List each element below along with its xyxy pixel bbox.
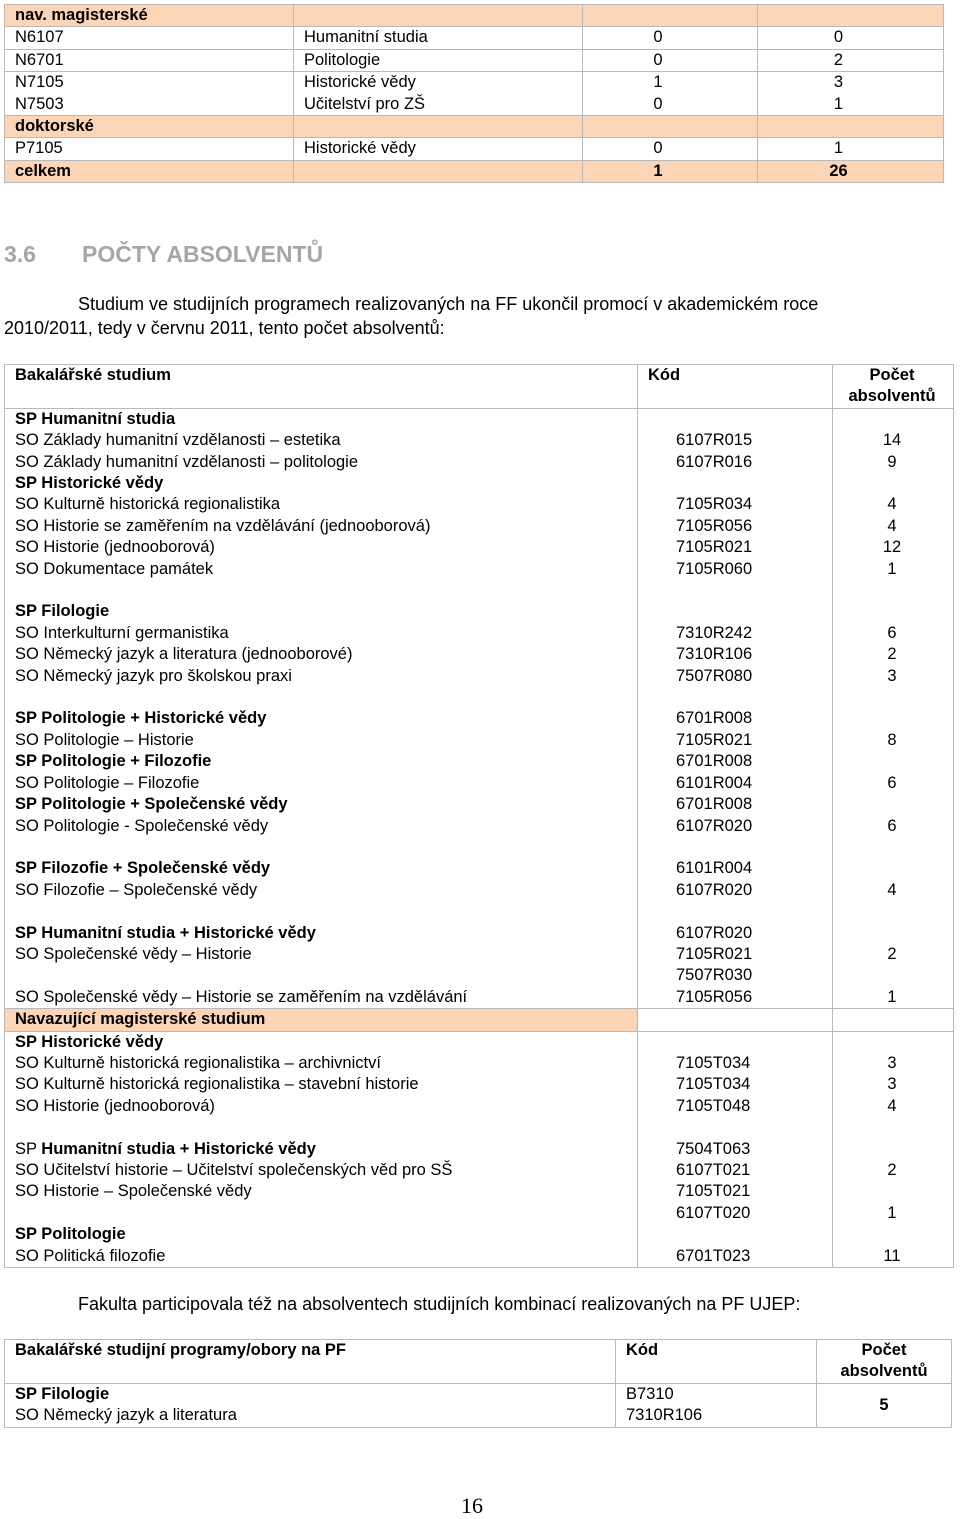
graduate-count: 11 bbox=[883, 1246, 901, 1265]
program-code: 6701R008 bbox=[638, 794, 833, 815]
summary-value-a bbox=[583, 116, 758, 138]
graduate-count bbox=[833, 1181, 954, 1202]
summary-program bbox=[294, 138, 583, 160]
program-name: SP Filologie bbox=[5, 601, 638, 622]
pf-header-code: Kód bbox=[616, 1340, 817, 1384]
summary-code bbox=[5, 27, 294, 49]
pf-header-row bbox=[5, 1340, 952, 1384]
summary-value-a-text: 0 bbox=[653, 139, 663, 158]
program-name: SO Kulturně historická regionalistika – archivnictví bbox=[5, 1053, 638, 1074]
summary-value-b bbox=[758, 116, 944, 138]
program-row bbox=[5, 1031, 954, 1053]
graduate-count bbox=[833, 580, 954, 601]
summary-value-b-text: 26 bbox=[829, 161, 848, 180]
program-name: SO Politická filozofie bbox=[5, 1246, 638, 1268]
pf-row bbox=[5, 1383, 952, 1427]
pf-field-name: SO Německý jazyk a literatura bbox=[15, 1406, 237, 1425]
graduate-count: 8 bbox=[887, 730, 897, 749]
summary-section-row bbox=[5, 116, 944, 138]
graduate-count bbox=[833, 408, 954, 430]
program-name: SO Historie – Společenské vědy bbox=[5, 1181, 638, 1202]
summary-code-text: N7105 bbox=[15, 73, 64, 92]
program-code bbox=[638, 837, 833, 858]
program-row bbox=[5, 708, 954, 729]
summary-value-b bbox=[758, 5, 944, 27]
graduate-count bbox=[833, 923, 954, 944]
program-code: 7105T021 bbox=[638, 1181, 833, 1202]
program-name bbox=[5, 901, 638, 922]
program-code bbox=[638, 580, 833, 601]
table-row bbox=[5, 816, 954, 837]
pf-header-count-line-1: Počet bbox=[861, 1341, 907, 1359]
program-code bbox=[638, 601, 833, 622]
program-name: SO Základy humanitní vzdělanosti – politologie bbox=[5, 452, 638, 473]
pf-header-count-line-2: absolventů bbox=[840, 1362, 928, 1381]
summary-section-row bbox=[5, 160, 944, 182]
summary-value-a bbox=[583, 5, 758, 27]
program-code: 6101R004 bbox=[638, 858, 833, 879]
section-title: POČTY ABSOLVENTŮ bbox=[82, 241, 324, 267]
graduate-count: 2 bbox=[887, 645, 897, 664]
graduate-count: 6 bbox=[887, 773, 897, 792]
page-number: 16 bbox=[461, 1493, 483, 1518]
program-name: SO Interkulturní germanistika bbox=[5, 623, 638, 644]
summary-value-a-text: 0 bbox=[653, 28, 663, 47]
pf-header-count bbox=[817, 1340, 952, 1384]
table-row bbox=[5, 644, 954, 665]
program-name bbox=[5, 1203, 638, 1224]
graduate-count bbox=[833, 837, 954, 858]
table-row bbox=[5, 623, 954, 644]
section-row bbox=[5, 1009, 954, 1031]
summary-section-row bbox=[5, 5, 944, 27]
summary-value-a bbox=[583, 27, 758, 49]
table-row bbox=[5, 944, 954, 965]
graduate-count: 3 bbox=[887, 1075, 897, 1094]
program-code bbox=[638, 408, 833, 430]
graduate-count bbox=[833, 858, 954, 879]
summary-program bbox=[294, 5, 583, 27]
graduate-count: 12 bbox=[882, 538, 902, 557]
summary-value-a-text: 1 bbox=[653, 161, 663, 180]
header-count bbox=[833, 365, 954, 409]
program-name: SO Základy humanitní vzdělanosti – estetika bbox=[5, 430, 638, 451]
summary-value-b-text: 1 bbox=[833, 94, 844, 113]
graduate-count bbox=[833, 1139, 954, 1160]
table-row bbox=[5, 537, 954, 558]
summary-value-a bbox=[583, 160, 758, 182]
table-row bbox=[5, 494, 954, 515]
program-code: 7105R034 bbox=[638, 494, 833, 515]
program-code bbox=[638, 1031, 833, 1053]
program-name: SO Politologie - Společenské vědy bbox=[5, 816, 638, 837]
program-name: SP Humanitní studia + Historické vědy bbox=[5, 1139, 638, 1160]
program-code: 6701R008 bbox=[638, 708, 833, 729]
summary-code bbox=[5, 49, 294, 71]
graduate-count bbox=[833, 901, 954, 922]
program-code: 7310R242 bbox=[638, 623, 833, 644]
summary-program-text: Humanitní studia bbox=[304, 28, 428, 47]
summary-value-a-text: 1 bbox=[653, 73, 663, 92]
graduate-count bbox=[833, 965, 954, 986]
graduate-count: 4 bbox=[887, 880, 897, 899]
summary-program bbox=[294, 116, 583, 138]
graduate-count bbox=[833, 1031, 954, 1053]
graduate-count: 1 bbox=[887, 559, 897, 578]
table-row bbox=[5, 666, 954, 687]
header-code: Kód bbox=[638, 365, 833, 409]
summary-program-text: Historické vědy bbox=[304, 73, 416, 92]
graduate-count: 4 bbox=[887, 1096, 897, 1115]
pf-program-code: B7310 bbox=[626, 1384, 674, 1403]
table-row bbox=[5, 1053, 954, 1074]
summary-code bbox=[5, 5, 294, 27]
summary-program bbox=[294, 27, 583, 49]
graduate-count bbox=[833, 751, 954, 772]
graduate-count bbox=[833, 1009, 954, 1031]
table-row bbox=[5, 773, 954, 794]
program-name: SO Filozofie – Společenské vědy bbox=[5, 880, 638, 901]
summary-value-b bbox=[758, 160, 944, 182]
program-code: 6101R004 bbox=[638, 773, 833, 794]
graduate-count bbox=[833, 708, 954, 729]
program-code bbox=[638, 1117, 833, 1138]
program-name: SO Učitelství historie – Učitelství společenských věd pro SŠ bbox=[5, 1160, 638, 1181]
program-code: 7105T034 bbox=[638, 1053, 833, 1074]
header-count-line-1: Počet bbox=[869, 366, 915, 384]
summary-program-text: Historické vědy bbox=[304, 139, 416, 158]
program-name: SO Kulturně historická regionalistika bbox=[5, 494, 638, 515]
program-name: SP Politologie + Společenské vědy bbox=[5, 794, 638, 815]
program-name bbox=[5, 1117, 638, 1138]
program-name: SO Historie (jednooborová) bbox=[5, 537, 638, 558]
summary-row bbox=[5, 72, 944, 116]
graduate-count: 3 bbox=[887, 666, 897, 685]
program-name: SP Historické vědy bbox=[5, 473, 638, 494]
table-row bbox=[5, 1074, 954, 1095]
intro-line-2: 2010/2011, tedy v červnu 2011, tento počet absolventů: bbox=[4, 318, 445, 338]
summary-value-a bbox=[583, 49, 758, 71]
summary-row bbox=[5, 27, 944, 49]
summary-code-text: P7105 bbox=[15, 139, 63, 158]
summary-code bbox=[5, 138, 294, 160]
program-name: SO Politologie – Historie bbox=[5, 730, 638, 751]
pf-programs-table bbox=[4, 1339, 952, 1428]
table-row bbox=[5, 687, 954, 708]
graduate-count bbox=[833, 1117, 954, 1138]
table-row bbox=[5, 1181, 954, 1202]
program-name: SO Dokumentace památek bbox=[5, 559, 638, 580]
table-row bbox=[5, 1246, 954, 1268]
summary-value-b bbox=[758, 49, 944, 71]
program-row bbox=[5, 923, 954, 944]
program-name: SP Politologie + Filozofie bbox=[5, 751, 638, 772]
table-row bbox=[5, 580, 954, 601]
summary-value-a bbox=[583, 138, 758, 160]
table-row bbox=[5, 516, 954, 537]
program-row bbox=[5, 1224, 954, 1245]
summary-code bbox=[5, 160, 294, 182]
summary-program-text: Učitelství pro ZŠ bbox=[304, 94, 426, 113]
graduate-count bbox=[833, 687, 954, 708]
program-name bbox=[5, 837, 638, 858]
intro-line-1: Studium ve studijních programech realizovaných na FF ukončil promocí v akademickém roce bbox=[78, 294, 819, 314]
section-number: 3.6 bbox=[4, 241, 36, 267]
program-code: 7310R106 bbox=[638, 644, 833, 665]
program-name: SO Společenské vědy – Historie se zaměřením na vzdělávání bbox=[5, 987, 638, 1009]
summary-code-text: N6701 bbox=[15, 50, 64, 69]
program-code bbox=[638, 1224, 833, 1245]
graduate-count: 4 bbox=[887, 495, 897, 514]
pf-code-cell bbox=[616, 1383, 817, 1427]
summary-value-b bbox=[758, 27, 944, 49]
program-name: SO Historie se zaměřením na vzdělávání (jednooborová) bbox=[5, 516, 638, 537]
summary-program bbox=[294, 72, 583, 116]
graduate-count bbox=[833, 794, 954, 815]
summary-code bbox=[5, 72, 294, 116]
table-row bbox=[5, 1160, 954, 1181]
table-row bbox=[5, 965, 954, 986]
summary-value-b bbox=[758, 138, 944, 160]
program-name bbox=[5, 580, 638, 601]
program-code: 6107R020 bbox=[638, 923, 833, 944]
program-code: 7105R056 bbox=[638, 987, 833, 1009]
program-code: 7105R021 bbox=[638, 730, 833, 751]
summary-value-a-text: 0 bbox=[653, 50, 663, 69]
pf-count: 5 bbox=[817, 1383, 952, 1427]
program-row bbox=[5, 1139, 954, 1160]
faculty-note: Fakulta participovala též na absolventech studijních kombinací realizovaných na PF UJEP: bbox=[78, 1294, 801, 1314]
pf-program-cell bbox=[5, 1383, 616, 1427]
table-row bbox=[5, 837, 954, 858]
program-code: 7105R060 bbox=[638, 559, 833, 580]
summary-value-a-text: 0 bbox=[653, 94, 663, 113]
graduate-count: 14 bbox=[882, 431, 902, 450]
program-code: 7507R030 bbox=[638, 965, 833, 986]
graduate-count: 1 bbox=[887, 1203, 897, 1222]
graduate-count: 6 bbox=[887, 623, 897, 642]
summary-row bbox=[5, 49, 944, 71]
program-name: SP Politologie bbox=[5, 1224, 638, 1245]
graduates-table bbox=[4, 364, 954, 1268]
table-row bbox=[5, 987, 954, 1009]
program-row bbox=[5, 751, 954, 772]
program-row bbox=[5, 601, 954, 622]
header-count-line-2: absolventů bbox=[848, 387, 936, 406]
program-code: 7105T034 bbox=[638, 1074, 833, 1095]
summary-program bbox=[294, 160, 583, 182]
summary-code-text: celkem bbox=[15, 161, 71, 180]
graduate-count: 6 bbox=[887, 816, 897, 835]
graduate-count bbox=[833, 1224, 954, 1245]
summary-program bbox=[294, 49, 583, 71]
table-row bbox=[5, 880, 954, 901]
program-row bbox=[5, 473, 954, 494]
table-row bbox=[5, 901, 954, 922]
program-code: 7504T063 bbox=[638, 1139, 833, 1160]
program-name: Navazující magisterské studium bbox=[5, 1009, 638, 1031]
program-code: 7105R021 bbox=[638, 944, 833, 965]
summary-code bbox=[5, 116, 294, 138]
table-header-row bbox=[5, 365, 954, 409]
program-row bbox=[5, 408, 954, 430]
program-name: SO Německý jazyk pro školskou praxi bbox=[5, 666, 638, 687]
program-row bbox=[5, 858, 954, 879]
summary-code-text: nav. magisterské bbox=[15, 6, 148, 24]
graduate-count: 3 bbox=[887, 1053, 897, 1072]
summary-value-b-text: 1 bbox=[833, 139, 844, 158]
program-code: 7105R056 bbox=[638, 516, 833, 537]
graduate-count bbox=[833, 473, 954, 494]
summary-code-text: N6107 bbox=[15, 28, 64, 47]
graduate-count: 9 bbox=[887, 452, 897, 471]
program-code: 6107T021 bbox=[638, 1160, 833, 1181]
program-code: 6107R020 bbox=[638, 880, 833, 901]
program-code: 7105R021 bbox=[638, 537, 833, 558]
section-heading bbox=[4, 240, 323, 268]
program-name bbox=[5, 687, 638, 708]
program-code: 7105T048 bbox=[638, 1096, 833, 1117]
summary-value-b-text: 3 bbox=[833, 73, 844, 92]
summary-program-text: Politologie bbox=[304, 50, 381, 69]
table-row bbox=[5, 1096, 954, 1117]
table-row bbox=[5, 730, 954, 751]
program-code: 6701T023 bbox=[638, 1246, 833, 1268]
program-name: SP Humanitní studia bbox=[5, 408, 638, 430]
graduate-count bbox=[833, 601, 954, 622]
program-code bbox=[638, 901, 833, 922]
summary-value-b-text: 2 bbox=[833, 50, 844, 69]
program-name: SP Humanitní studia + Historické vědy bbox=[5, 923, 638, 944]
program-name: SO Společenské vědy – Historie bbox=[5, 944, 638, 965]
table-row bbox=[5, 559, 954, 580]
program-code bbox=[638, 1009, 833, 1031]
program-row bbox=[5, 794, 954, 815]
program-name bbox=[5, 965, 638, 986]
summary-value-a bbox=[583, 72, 758, 116]
program-name: SO Politologie – Filozofie bbox=[5, 773, 638, 794]
intro-paragraph bbox=[4, 292, 954, 340]
summary-value-b-text: 0 bbox=[833, 28, 844, 47]
pf-field-code: 7310R106 bbox=[626, 1406, 703, 1425]
program-name: SP Filozofie + Společenské vědy bbox=[5, 858, 638, 879]
header-program: Bakalářské studium bbox=[5, 365, 638, 409]
summary-value-b bbox=[758, 72, 944, 116]
program-name: SO Německý jazyk a literatura (jednooborové) bbox=[5, 644, 638, 665]
pf-header-program: Bakalářské studijní programy/obory na PF bbox=[5, 1340, 616, 1384]
program-code: 6107R015 bbox=[638, 430, 833, 451]
program-code: 6701R008 bbox=[638, 751, 833, 772]
graduate-count: 4 bbox=[887, 516, 897, 535]
program-code bbox=[638, 473, 833, 494]
program-code: 6107R020 bbox=[638, 816, 833, 837]
program-name: SO Kulturně historická regionalistika – stavební historie bbox=[5, 1074, 638, 1095]
graduate-count: 2 bbox=[887, 944, 897, 963]
table-row bbox=[5, 430, 954, 451]
graduate-count: 2 bbox=[887, 1160, 897, 1179]
program-name: SP Historické vědy bbox=[5, 1031, 638, 1053]
table-row bbox=[5, 452, 954, 473]
program-code: 7507R080 bbox=[638, 666, 833, 687]
pf-program-name: SP Filologie bbox=[15, 1384, 110, 1403]
table-row bbox=[5, 1117, 954, 1138]
program-code: 6107T020 bbox=[638, 1203, 833, 1224]
program-code: 6107R016 bbox=[638, 452, 833, 473]
summary-code-text: N7503 bbox=[15, 94, 64, 113]
graduate-count: 1 bbox=[887, 987, 897, 1006]
program-name: SP Politologie + Historické vědy bbox=[5, 708, 638, 729]
summary-row bbox=[5, 138, 944, 160]
summary-code-text: doktorské bbox=[15, 117, 94, 136]
table-row bbox=[5, 1203, 954, 1224]
program-name: SO Historie (jednooborová) bbox=[5, 1096, 638, 1117]
program-code bbox=[638, 687, 833, 708]
study-summary-table bbox=[4, 4, 944, 183]
